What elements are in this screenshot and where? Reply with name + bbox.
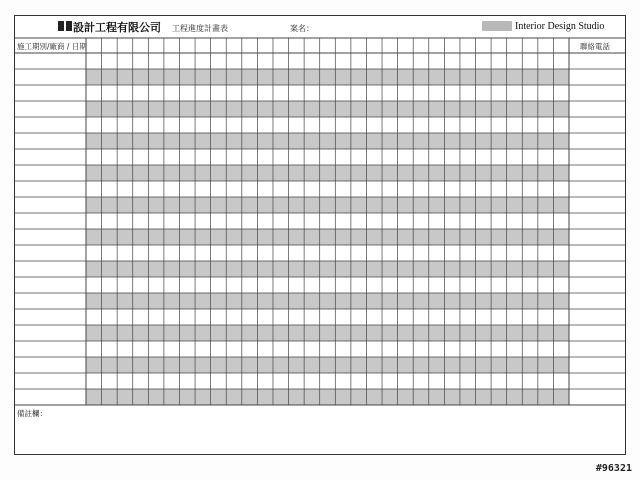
left-column-header: 施工期別/廠商 / 日期: [17, 42, 87, 51]
company-name: 設計工程有限公司: [73, 21, 161, 34]
studio-name: Interior Design Studio: [515, 21, 605, 32]
company-logo-icon: [58, 21, 72, 31]
watermark-id: #96321: [595, 463, 632, 474]
blurred-logo-icon: [482, 21, 512, 31]
remarks-label: 備註欄：: [17, 409, 47, 418]
shaded-row-band: [86, 197, 569, 213]
shaded-row-band: [86, 101, 569, 117]
shaded-row-band: [86, 293, 569, 309]
right-column-header: 聯絡電話: [580, 42, 610, 51]
shaded-row-band: [86, 261, 569, 277]
shaded-row-band: [86, 133, 569, 149]
shaded-row-band: [86, 165, 569, 181]
shaded-row-band: [86, 389, 569, 405]
shaded-row-band: [86, 69, 569, 85]
form-title: 工程進度計畫表: [172, 24, 228, 33]
shaded-row-band: [86, 325, 569, 341]
shaded-row-band: [86, 357, 569, 373]
shaded-row-band: [86, 229, 569, 245]
case-name-label: 案名：: [290, 24, 314, 33]
